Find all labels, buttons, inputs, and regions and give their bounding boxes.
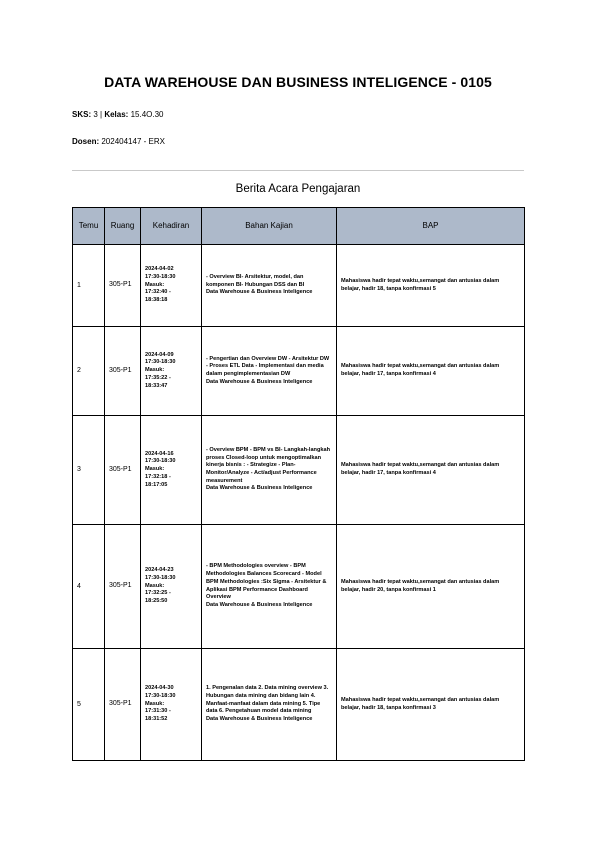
dosen-value: 202404147 - ERX xyxy=(99,137,165,146)
cell-bap: Mahasiswa hadir tepat waktu,semangat dan antusias dalam belajar, hadir 18, tanpa konfirmasi 3 xyxy=(337,649,525,761)
meeting-time: 17:30-18:30 xyxy=(145,574,176,581)
check-in-label: Masuk: xyxy=(145,700,165,707)
topic-text: - Pengertian dan Overview DW - Arsitektur DW - Proses ETL Data - Implementasi dan media dalam pengimplementasian DW xyxy=(206,355,330,377)
cell-bahan-kajian xyxy=(202,327,337,416)
header-kehadiran: Kehadiran xyxy=(141,208,202,245)
check-out-time: 18:31:52 xyxy=(145,716,168,723)
cell-ruang: 305-P1 xyxy=(105,525,141,649)
document-title: DATA WAREHOUSE DAN BUSINESS INTELIGENCE - 0105 xyxy=(104,74,492,90)
kelas-value: 15.4O.30 xyxy=(128,110,164,119)
topic-text: 1. Pengenalan data 2. Data mining overview 3. Hubungan data mining dan bidang lain 4. Manfaat-manfaat dalam data mining 5. Tipe data 6. Pengetahuan model data mining xyxy=(206,685,329,715)
kelas-label: Kelas: xyxy=(104,110,129,119)
cell-kehadiran xyxy=(141,525,202,649)
cell-ruang: 305-P1 xyxy=(105,245,141,327)
cell-bahan-kajian xyxy=(202,649,337,761)
check-out-time: 18:25:50 xyxy=(145,598,168,605)
cell-kehadiran xyxy=(141,416,202,525)
cell-ruang: 305-P1 xyxy=(105,416,141,525)
course-name: Data Warehouse & Business Inteligence xyxy=(206,485,313,492)
table-row xyxy=(73,649,525,761)
cell-temu: 2 xyxy=(73,327,105,416)
cell-temu: 3 xyxy=(73,416,105,525)
course-name: Data Warehouse & Business Inteligence xyxy=(206,601,313,608)
check-in-time: 17:32:40 - xyxy=(145,289,171,296)
check-in-label: Masuk: xyxy=(145,582,165,589)
topic-text: - BPM Methodologies overview - BPM Methodologies Balances Scorecard - Model BPM Methodologies :Six Sigma - Arsitektur & Aplikasi BPM Performance Dashboard Overview xyxy=(206,563,327,601)
cell-kehadiran xyxy=(141,245,202,327)
meeting-date: 2024-04-30 xyxy=(145,685,174,692)
cell-bap: Mahasiswa hadir tepat waktu,semangat dan antusias dalam belajar, hadir 20, tanpa konfirmasi 1 xyxy=(337,525,525,649)
check-out-time: 18:38:18 xyxy=(145,297,168,304)
check-in-label: Masuk: xyxy=(145,281,165,288)
bap-table xyxy=(72,207,525,761)
cell-temu: 4 xyxy=(73,525,105,649)
cell-bap: Mahasiswa hadir tepat waktu,semangat dan antusias dalam belajar, hadir 17, tanpa konfirmasi 4 xyxy=(337,416,525,525)
table-header-row xyxy=(73,208,525,245)
cell-kehadiran xyxy=(141,649,202,761)
horizontal-divider xyxy=(72,170,524,171)
check-in-time: 17:32:18 - xyxy=(145,473,171,480)
lecturer-info xyxy=(72,137,165,146)
cell-bap: Mahasiswa hadir tepat waktu,semangat dan antusias dalam belajar, hadir 18, tanpa konfirmasi 5 xyxy=(337,245,525,327)
check-in-time: 17:31:30 - xyxy=(145,708,171,715)
meeting-time: 17:30-18:30 xyxy=(145,692,176,699)
header-temu: Temu xyxy=(73,208,105,245)
check-in-label: Masuk: xyxy=(145,466,165,473)
course-name: Data Warehouse & Business Inteligence xyxy=(206,289,313,296)
meeting-date: 2024-04-02 xyxy=(145,266,174,273)
table-row xyxy=(73,525,525,649)
course-info xyxy=(72,110,163,119)
topic-text: - Overview BI- Arsitektur, model, dan komponen BI- Hubungan DSS dan BI xyxy=(206,273,305,288)
dosen-label: Dosen: xyxy=(72,137,100,146)
cell-bap: Mahasiswa hadir tepat waktu,semangat dan antusias dalam belajar, hadir 17, tanpa konfirmasi 4 xyxy=(337,327,525,416)
cell-kehadiran xyxy=(141,327,202,416)
cell-bahan-kajian xyxy=(202,416,337,525)
check-in-label: Masuk: xyxy=(145,367,165,374)
check-out-time: 18:17:05 xyxy=(145,481,168,488)
sks-value: 3 | xyxy=(91,110,105,119)
cell-temu: 5 xyxy=(73,649,105,761)
table-row xyxy=(73,327,525,416)
meeting-date: 2024-04-09 xyxy=(145,351,174,358)
topic-text: - Overview BPM - BPM vs BI- Langkah-langkah proses Closed-loop untuk mengoptimalkan kinerja bisnis : - Strategize - Plan-Monitor/Analyze - Act/adjust Performance measurement xyxy=(206,446,331,484)
course-name: Data Warehouse & Business Inteligence xyxy=(206,378,313,385)
meeting-time: 17:30-18:30 xyxy=(145,359,176,366)
header-ruang: Ruang xyxy=(105,208,141,245)
table-row xyxy=(73,416,525,525)
table-row xyxy=(73,245,525,327)
section-title: Berita Acara Pengajaran xyxy=(235,183,361,195)
cell-bahan-kajian xyxy=(202,245,337,327)
check-in-time: 17:35:22 - xyxy=(145,374,171,381)
header-bahan-kajian: Bahan Kajian xyxy=(202,208,337,245)
cell-ruang: 305-P1 xyxy=(105,649,141,761)
cell-temu: 1 xyxy=(73,245,105,327)
sks-label: SKS: xyxy=(72,110,92,119)
check-in-time: 17:32:25 - xyxy=(145,590,171,597)
meeting-date: 2024-04-16 xyxy=(145,450,174,457)
course-name: Data Warehouse & Business Inteligence xyxy=(206,716,313,723)
check-out-time: 18:33:47 xyxy=(145,382,168,389)
meeting-time: 17:30-18:30 xyxy=(145,458,176,465)
cell-bahan-kajian xyxy=(202,525,337,649)
cell-ruang: 305-P1 xyxy=(105,327,141,416)
meeting-time: 17:30-18:30 xyxy=(145,273,176,280)
header-bap: BAP xyxy=(337,208,525,245)
meeting-date: 2024-04-23 xyxy=(145,567,174,574)
